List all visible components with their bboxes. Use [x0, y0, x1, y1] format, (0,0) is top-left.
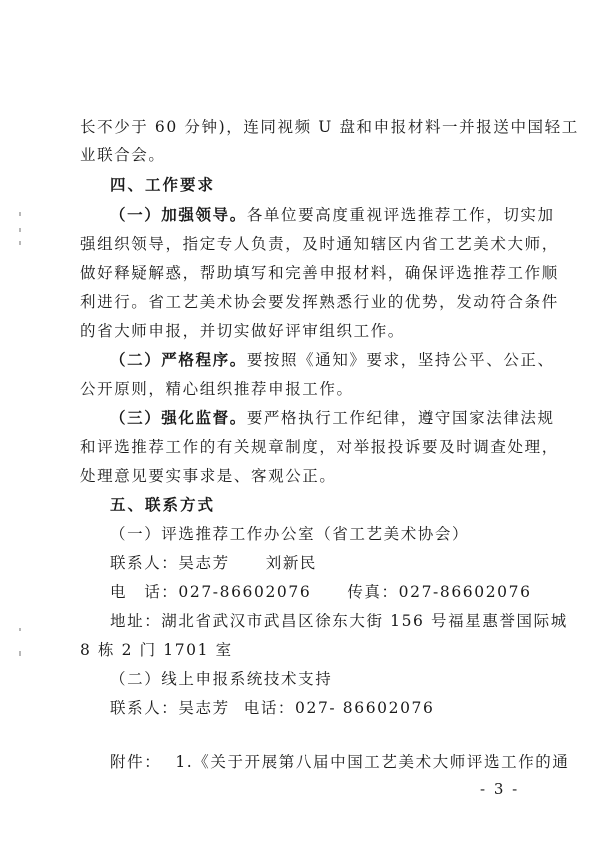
contact-1-phone-line	[110, 582, 540, 602]
requirement-3-line-2: 和评选推荐工作的有关规章制度，对举报投诉要及时调查处理，	[80, 438, 559, 456]
requirement-1-text: 各单位要高度重视评选推荐工作，切实加	[246, 206, 555, 224]
contact-1-phone: 027-86602076	[178, 583, 312, 601]
requirement-2-label: （二）严格程序。	[110, 351, 247, 369]
section-5-heading: 五、联系方式	[110, 496, 216, 514]
contact-2-heading: （二）线上申报系统技术支持	[110, 670, 333, 688]
requirement-1-line-3: 做好释疑解惑，帮助填写和完善申报材料，确保评选推荐工作顺	[80, 264, 559, 282]
requirement-2-text: 要按照《通知》要求，坚持公平、公正、	[246, 351, 555, 369]
requirement-1-line-5: 的省大师申报，并切实做好评审组织工作。	[80, 322, 405, 340]
binding-mark	[19, 228, 21, 232]
contact-1-person-1: 吴志芳	[178, 554, 230, 572]
contact-2-phone-label: 电话：	[243, 699, 296, 717]
body-line-2: 业联合会。	[80, 146, 166, 164]
binding-mark	[19, 628, 21, 631]
binding-mark	[19, 241, 21, 245]
contact-2-phone: 027- 86602076	[295, 699, 435, 717]
requirement-1-line-2: 强组织领导，指定专人负责，及时通知辖区内省工艺美术大师，	[80, 235, 559, 253]
contact-1-heading: （一）评选推荐工作办公室（省工艺美术协会）	[110, 525, 470, 543]
requirement-1-label: （一）加强领导。	[110, 206, 247, 224]
page-number: - 3 -	[480, 780, 520, 798]
attachment-item-1: 1.《关于开展第八届中国工艺美术大师评选工作的通	[175, 753, 570, 771]
requirement-3-line-3: 处理意见要实事求是、客观公正。	[80, 467, 337, 485]
contact-1-address-line-1: 地址：湖北省武汉市武昌区徐东大街 156 号福星惠誉国际城	[110, 612, 568, 630]
body-line-1: 长不少于 60 分钟)，连同视频 U 盘和申报材料一并报送中国轻工	[80, 118, 579, 136]
requirement-1-line-1	[110, 205, 555, 225]
requirement-3-label: （三）强化监督。	[110, 409, 247, 427]
attachment-line	[110, 752, 570, 772]
contact-1-fax: 027-86602076	[398, 583, 532, 601]
attachment-label: 附件：	[110, 753, 162, 771]
contact-2-people	[110, 698, 540, 718]
binding-mark	[19, 651, 21, 656]
contact-1-person-2: 刘新民	[265, 554, 318, 572]
contact-1-people-label: 联系人：	[110, 554, 179, 572]
contact-1-people	[110, 553, 540, 573]
section-4-heading: 四、工作要求	[110, 176, 216, 194]
contact-1-address-line-2: 8 栋 2 门 1701 室	[80, 641, 233, 659]
binding-mark	[19, 212, 21, 216]
requirement-3-line-1	[110, 408, 555, 428]
requirement-2-line-1	[110, 350, 555, 370]
requirement-3-text: 要严格执行工作纪律，遵守国家法律法规	[246, 409, 555, 427]
contact-1-phone-label: 电 话：	[110, 583, 179, 601]
contact-2-people-label: 联系人：	[110, 699, 179, 717]
contact-1-fax-label: 传真：	[347, 583, 399, 601]
contact-2-person: 吴志芳	[178, 699, 230, 717]
requirement-1-line-4: 利进行。省工艺美术协会要发挥熟悉行业的优势，发动符合条件	[80, 293, 559, 311]
requirement-2-line-2: 公开原则，精心组织推荐申报工作。	[80, 380, 354, 398]
